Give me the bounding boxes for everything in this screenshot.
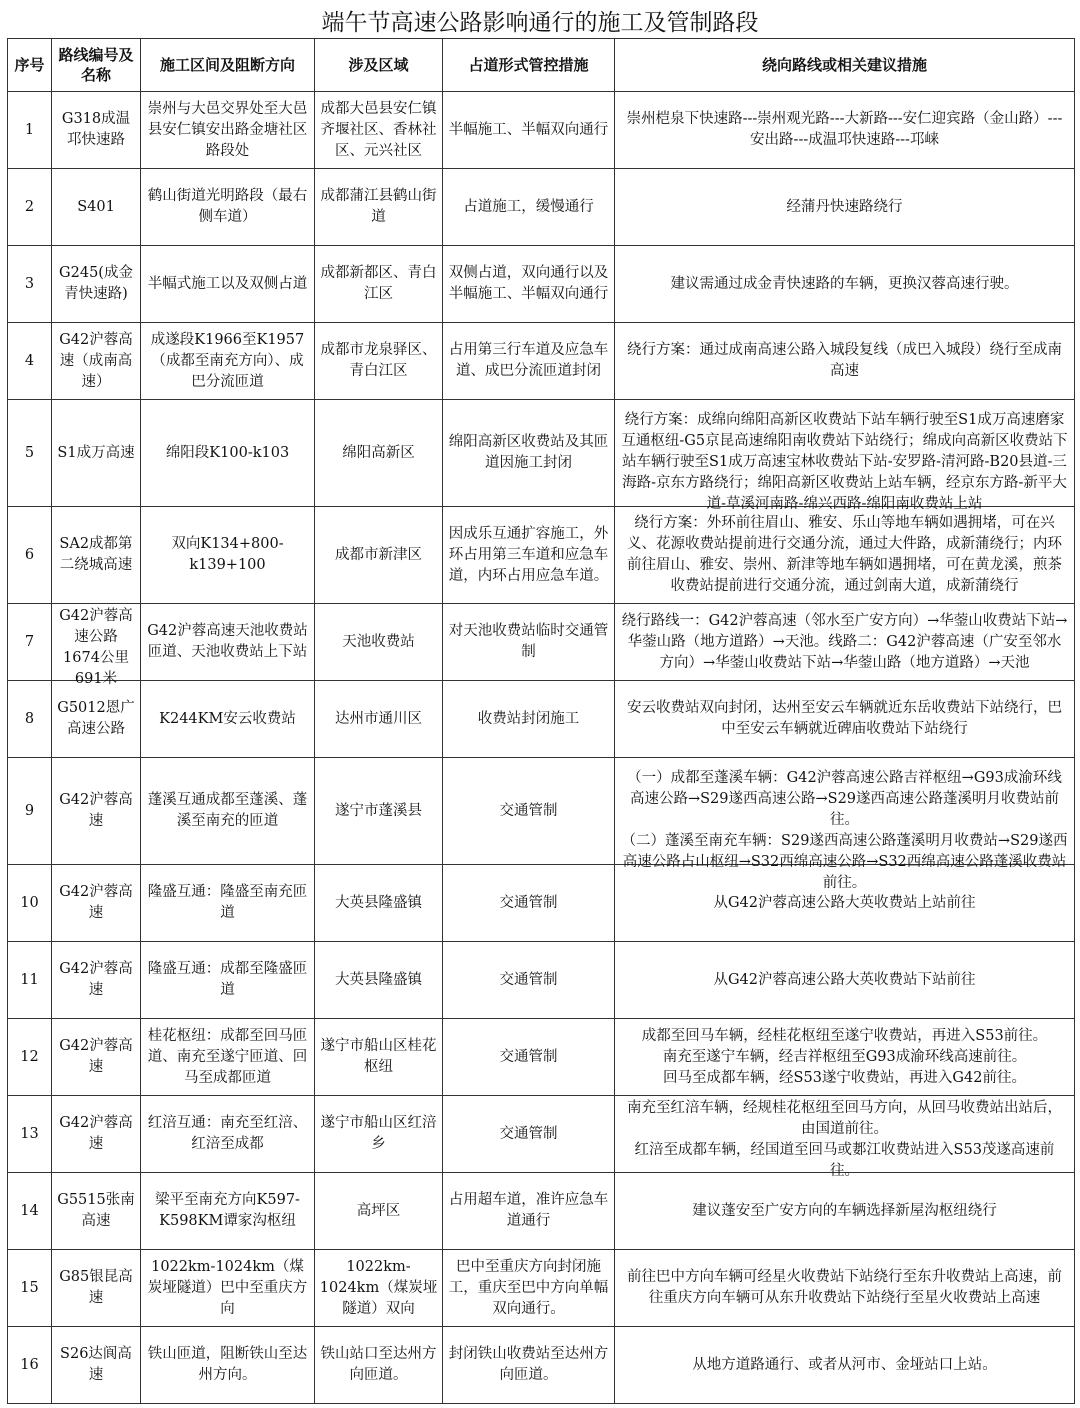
construction-section-cell <box>141 169 315 246</box>
route-name-cell <box>52 1019 141 1096</box>
construction-section: 桂花枢纽：成都至回马匝道、南充至遂宁匝道、回马至成都匝道 <box>147 1027 308 1086</box>
affected-area: 高坪区 <box>356 1202 401 1219</box>
route-name-cell <box>52 1096 141 1173</box>
detour-line: 南充至红涪车辆，经规桂花枢纽至回马方向，从回马收费站出站后，由国道前往。 <box>627 1100 1062 1137</box>
table-row <box>8 1096 1075 1173</box>
route-name: S401 <box>77 198 115 215</box>
row-number: 5 <box>24 444 35 461</box>
detour-cell <box>615 1327 1075 1404</box>
control-measure: 绵阳高新区收费站及其匝道因施工封闭 <box>448 434 609 471</box>
construction-section-cell <box>141 1327 315 1404</box>
table-row <box>8 323 1075 400</box>
row-number-cell <box>8 400 52 507</box>
construction-section: 成遂段K1966至K1957（成都至南充方向）、成巴分流匝道 <box>150 331 305 390</box>
construction-section-cell <box>141 92 315 169</box>
detour-cell <box>615 1019 1075 1096</box>
detour-advice <box>619 1355 1070 1376</box>
route-name-cell <box>52 942 141 1019</box>
construction-section: 1022km-1024km（煤炭垭隧道）巴中至重庆方向 <box>147 1258 308 1317</box>
construction-section: 双向K134+800-k139+100 <box>171 536 284 573</box>
row-number: 7 <box>24 633 35 650</box>
table-row <box>8 1250 1075 1327</box>
table-row <box>8 92 1075 169</box>
row-number-cell <box>8 758 52 865</box>
row-number-cell <box>8 1327 52 1404</box>
affected-area-cell <box>315 507 443 604</box>
detour-advice <box>619 197 1070 218</box>
detour-advice <box>619 698 1070 740</box>
control-measure: 双侧占道，双向通行以及半幅施工、半幅双向通行 <box>448 265 609 302</box>
route-name-cell <box>52 865 141 942</box>
construction-section: 崇州与大邑交界处至大邑县安仁镇安出路金塘社区路段处 <box>147 100 308 159</box>
table-row <box>8 507 1075 604</box>
detour-line: （一）成都至蓬溪车辆：G42沪蓉高速公路吉祥枢纽→G93成渝环线高速公路→S29遂西高速公路→S29遂西高速公路蓬溪明月收费站前往。 <box>627 770 1062 828</box>
construction-section-cell <box>141 942 315 1019</box>
detour-advice <box>619 1201 1070 1222</box>
detour-cell <box>615 942 1075 1019</box>
affected-area: 铁山站口至达州方向匝道。 <box>320 1346 437 1383</box>
row-number: 15 <box>20 1279 39 1296</box>
control-measure: 交通管制 <box>499 802 558 819</box>
construction-section: 梁平至南充方向K597-K598KM谭家沟枢纽 <box>155 1192 300 1229</box>
detour-advice <box>619 410 1070 512</box>
affected-area: 1022km-1024km（煤炭垭隧道）双向 <box>319 1258 438 1317</box>
detour-cell <box>615 1250 1075 1327</box>
detour-line: 回马至成都车辆，经S53遂宁收费站，再进入G42前往。 <box>663 1069 1026 1086</box>
construction-section-cell <box>141 758 315 865</box>
construction-section-cell <box>141 1019 315 1096</box>
detour-cell <box>615 758 1075 891</box>
affected-area: 成都市龙泉驿区、青白江区 <box>320 342 437 379</box>
affected-area: 遂宁市蓬溪县 <box>335 802 422 819</box>
detour-cell <box>615 92 1075 169</box>
route-name-cell <box>52 1327 141 1404</box>
table-row <box>8 681 1075 758</box>
row-number: 2 <box>24 198 35 215</box>
row-number: 8 <box>24 710 35 727</box>
detour-line: （二）蓬溪至南充车辆：S29遂西高速公路蓬溪明月收费站→S29遂西高速公路占山枢纽→S32西绵高速公路→S32西绵高速公路蓬溪收费站前往。 <box>621 833 1068 891</box>
detour-advice <box>619 1098 1070 1179</box>
detour-advice <box>619 893 1070 914</box>
route-name: S1成万高速 <box>57 444 135 461</box>
affected-area: 遂宁市船山区桂花枢纽 <box>320 1038 437 1075</box>
row-number: 6 <box>24 546 35 563</box>
row-number-cell <box>8 507 52 604</box>
control-measure: 半幅施工、半幅双向通行 <box>448 121 609 138</box>
affected-area: 绵阳高新区 <box>342 444 415 461</box>
row-number-cell <box>8 1250 52 1327</box>
affected-area-cell <box>315 1096 443 1173</box>
row-number: 4 <box>24 352 35 369</box>
route-name: G5012恩广高速公路 <box>57 700 135 737</box>
route-name-cell <box>52 323 141 400</box>
row-number-cell <box>8 1019 52 1096</box>
control-measure: 占用超车道，准许应急车道通行 <box>448 1192 609 1229</box>
route-name-cell <box>52 169 141 246</box>
table-row <box>8 1173 1075 1250</box>
control-measure: 交通管制 <box>499 894 558 911</box>
control-measure-cell <box>443 942 615 1019</box>
row-number: 3 <box>24 275 35 292</box>
route-name-cell <box>52 246 141 323</box>
construction-section-cell <box>141 1250 315 1327</box>
detour-cell <box>615 323 1075 400</box>
affected-area-cell <box>315 92 443 169</box>
affected-area: 达州市通川区 <box>335 710 422 727</box>
control-measure: 交通管制 <box>499 971 558 988</box>
affected-area: 成都新都区、青白江区 <box>320 265 437 302</box>
detour-advice <box>619 768 1070 891</box>
control-measure-cell <box>443 681 615 758</box>
route-name-cell <box>52 1250 141 1327</box>
detour-advice <box>619 274 1070 295</box>
route-name: G42沪蓉高速公路1674公里691米 <box>59 608 133 687</box>
construction-section: 绵阳段K100-k103 <box>165 444 290 461</box>
row-number-cell <box>8 246 52 323</box>
detour-cell <box>615 1096 1075 1179</box>
detour-line: 前往巴中方向车辆可经星火收费站下站绕行至东升收费站上高速，前往重庆方向车辆可从东升收费站下站绕行至星火收费站上高速 <box>627 1269 1062 1306</box>
table-row <box>8 169 1075 246</box>
route-name: S26达阆高速 <box>60 1346 132 1383</box>
row-number-cell <box>8 1096 52 1173</box>
detour-line: 建议需通过成金青快速路的车辆，更换汉蓉高速行驶。 <box>670 275 1019 292</box>
row-number-cell <box>8 92 52 169</box>
row-number: 10 <box>20 894 39 911</box>
construction-section: 铁山匝道，阻断铁山至达州方向。 <box>147 1346 308 1383</box>
detour-line: 从G42沪蓉高速公路大英收费站下站前往 <box>713 971 976 988</box>
detour-line: 绕行方案：外环前往眉山、雅安、乐山等地车辆如遇拥堵，可在兴义、花源收费站提前进行交通分流，通过大件路，成新蒲绕行；内环前往眉山、雅安、崇州、新津等地车辆如遇拥堵，可在黄龙溪，煎茶收费站提前进行交通分流，通过剑南大道，成新蒲绕行 <box>627 515 1062 594</box>
construction-section-cell <box>141 681 315 758</box>
affected-area-cell <box>315 1019 443 1096</box>
detour-line: 从地方道路通行、或者从河市、金垭站口上站。 <box>692 1356 997 1373</box>
table-row <box>8 942 1075 1019</box>
page-title: 端午节高速公路影响通行的施工及管制路段 <box>321 10 759 36</box>
affected-area: 遂宁市船山区红涪乡 <box>320 1115 437 1152</box>
detour-advice <box>619 340 1070 382</box>
table-row <box>8 246 1075 323</box>
route-name: G318成温邛快速路 <box>61 111 131 148</box>
construction-section-cell <box>141 246 315 323</box>
control-measure-cell <box>443 323 615 400</box>
table-row <box>8 865 1075 942</box>
control-measure: 占用第三行车道及应急车道、成巴分流匝道封闭 <box>448 342 609 379</box>
affected-area-cell <box>315 246 443 323</box>
detour-line: 从G42沪蓉高速公路大英收费站上站前往 <box>713 894 976 911</box>
header-no: 序号 <box>8 39 52 92</box>
control-measure: 封闭铁山收费站至达州方向匝道。 <box>448 1346 609 1383</box>
route-name-cell <box>52 92 141 169</box>
construction-section: K244KM安云收费站 <box>159 710 296 727</box>
affected-area-cell <box>315 604 443 681</box>
detour-line: 安云收费站双向封闭，达州至安云车辆就近东岳收费站下站绕行，巴中至安云车辆就近碑庙收费站下站绕行 <box>627 700 1062 737</box>
affected-area-cell <box>315 1250 443 1327</box>
construction-section-cell <box>141 400 315 507</box>
detour-line: 成都至回马车辆，经桂花枢纽至遂宁收费站，再进入S53前往。 <box>641 1027 1048 1044</box>
detour-cell <box>615 169 1075 246</box>
route-name-cell <box>52 758 141 865</box>
closure-table <box>7 38 1075 1404</box>
header-area: 涉及区域 <box>315 39 443 92</box>
affected-area-cell <box>315 1173 443 1250</box>
detour-line: 红涪至成都车辆，经国道至回马或郪江收费站进入S53茂遂高速前往。 <box>634 1142 1055 1179</box>
row-number-cell <box>8 604 52 681</box>
control-measure: 交通管制 <box>499 1048 558 1065</box>
table-row <box>8 758 1075 865</box>
row-number: 12 <box>20 1048 39 1065</box>
route-name-cell <box>52 604 141 687</box>
control-measure-cell <box>443 1250 615 1327</box>
detour-cell <box>615 681 1075 758</box>
detour-advice <box>619 513 1070 597</box>
route-name-cell <box>52 507 141 604</box>
affected-area-cell <box>315 400 443 507</box>
row-number: 14 <box>20 1202 39 1219</box>
control-measure-cell <box>443 1327 615 1404</box>
affected-area: 成都大邑县安仁镇齐堰社区、香林社区、元兴社区 <box>320 100 437 159</box>
row-number-cell <box>8 169 52 246</box>
control-measure: 对天池收费站临时交通管制 <box>448 623 609 660</box>
detour-advice <box>619 611 1070 674</box>
control-measure-cell <box>443 169 615 246</box>
route-name: G42沪蓉高速 <box>59 1115 133 1152</box>
detour-cell <box>615 1173 1075 1250</box>
detour-line: 崇州桤泉下快速路---崇州观光路---大新路---安仁迎宾路（金山路）---安出路---成温邛快速路---邛崃 <box>626 111 1063 148</box>
control-measure-cell <box>443 758 615 865</box>
table-row <box>8 1019 1075 1096</box>
control-measure-cell <box>443 92 615 169</box>
control-measure-cell <box>443 246 615 323</box>
control-measure: 因成乐互通扩容施工，外环占用第三车道和应急车道，内环占用应急车道。 <box>448 525 609 584</box>
construction-section: 隆盛互通：隆盛至南充匝道 <box>147 884 308 921</box>
route-name: G85银昆高速 <box>59 1269 133 1306</box>
affected-area-cell <box>315 1327 443 1404</box>
table-row <box>8 400 1075 507</box>
control-measure: 收费站封闭施工 <box>477 710 580 727</box>
construction-section: 红涪互通：南充至红涪、红涪至成都 <box>147 1115 308 1152</box>
control-measure-cell <box>443 400 615 507</box>
control-measure: 交通管制 <box>499 1125 558 1142</box>
construction-section-cell <box>141 1173 315 1250</box>
detour-line: 南充至遂宁车辆，经吉祥枢纽至G93成渝环线高速前往。 <box>662 1048 1027 1065</box>
route-name: G42沪蓉高速（成南高速） <box>59 331 133 390</box>
table-row <box>8 604 1075 681</box>
control-measure-cell <box>443 604 615 681</box>
affected-area: 大英县隆盛镇 <box>335 894 422 911</box>
row-number: 9 <box>24 802 35 819</box>
affected-area-cell <box>315 942 443 1019</box>
affected-area: 成都蒲江县鹤山街道 <box>320 188 437 225</box>
control-measure-cell <box>443 1019 615 1096</box>
construction-section: G42沪蓉高速天池收费站匝道、天池收费站上下站 <box>147 623 308 660</box>
route-name-cell <box>52 681 141 758</box>
detour-line: 绕行方案：通过成南高速公路入城段复线（成巴入城段）绕行至成南高速 <box>627 342 1062 379</box>
detour-advice <box>619 109 1070 151</box>
table-row <box>8 1327 1075 1404</box>
detour-cell <box>615 246 1075 323</box>
detour-advice <box>619 1267 1070 1309</box>
affected-area: 大英县隆盛镇 <box>335 971 422 988</box>
affected-area-cell <box>315 323 443 400</box>
header-detour: 绕向路线或相关建议措施 <box>615 39 1075 92</box>
row-number-cell <box>8 865 52 942</box>
construction-section-cell <box>141 865 315 942</box>
control-measure: 占道施工，缓慢通行 <box>463 198 594 215</box>
route-name: G5515张南高速 <box>57 1192 135 1229</box>
row-number-cell <box>8 323 52 400</box>
construction-section: 蓬溪互通成都至蓬溪、蓬溪至南充的匝道 <box>147 792 308 829</box>
construction-section: 鹤山街道光明路段（最右侧车道） <box>147 188 308 225</box>
affected-area-cell <box>315 758 443 865</box>
affected-area: 成都市新津区 <box>335 546 422 563</box>
route-name: G42沪蓉高速 <box>59 884 133 921</box>
detour-line: 绕行方案：成绵向绵阳高新区收费站下站车辆行驶至S1成万高速磨家互通枢纽-G5京昆高速绵阳南收费站下站绕行；绵成向高新区收费站下站车辆行驶至S1成万高速宝林收费站下站-安罗路-清河路-B20县道-三海路-京东方路绕行；绵阳高新区收费站上站车辆，经京东方路-新平大道-草溪河南路-绵兴西路-绵阳南收费站上站 <box>621 412 1068 512</box>
control-measure: 巴中至重庆方向封闭施工，重庆至巴中方向单幅双向通行。 <box>448 1258 609 1317</box>
route-name: G245(成金青快速路) <box>59 265 133 302</box>
row-number-cell <box>8 681 52 758</box>
construction-section-cell <box>141 1096 315 1173</box>
detour-advice <box>619 970 1070 991</box>
detour-advice <box>619 1026 1070 1089</box>
control-measure-cell <box>443 1173 615 1250</box>
route-name-cell <box>52 400 141 507</box>
route-name: G42沪蓉高速 <box>59 792 133 829</box>
detour-cell <box>615 507 1075 604</box>
affected-area: 天池收费站 <box>342 633 415 650</box>
header-section: 施工区间及阻断方向 <box>141 39 315 92</box>
control-measure-cell <box>443 507 615 604</box>
row-number-cell <box>8 942 52 1019</box>
affected-area-cell <box>315 865 443 942</box>
affected-area-cell <box>315 169 443 246</box>
row-number: 13 <box>20 1125 39 1142</box>
table-header-row <box>8 39 1075 92</box>
row-number-cell <box>8 1173 52 1250</box>
row-number: 11 <box>20 971 39 988</box>
construction-section-cell <box>141 507 315 604</box>
detour-line: 绕行路线一：G42沪蓉高速（邻水至广安方向）→华蓥山收费站下站→华蓥山路（地方道路）→天池。线路二：G42沪蓉高速（广安至邻水方向）→华蓥山收费站下站→华蓥山路（地方道路）→天池 <box>621 612 1068 671</box>
row-number: 1 <box>24 121 35 138</box>
detour-line: 建议蓬安至广安方向的车辆选择新屋沟枢纽绕行 <box>692 1202 997 1219</box>
detour-cell <box>615 604 1075 681</box>
row-number: 16 <box>20 1356 39 1373</box>
affected-area-cell <box>315 681 443 758</box>
construction-section: 隆盛互通：成都至隆盛匝道 <box>147 961 308 998</box>
control-measure-cell <box>443 865 615 942</box>
construction-section-cell <box>141 323 315 400</box>
route-name: SA2成都第二绕城高速 <box>59 536 133 573</box>
route-name: G42沪蓉高速 <box>59 961 133 998</box>
route-name: G42沪蓉高速 <box>59 1038 133 1075</box>
detour-line: 经蒲丹快速路绕行 <box>786 198 903 215</box>
route-name-cell <box>52 1173 141 1250</box>
construction-section: 半幅式施工以及双侧占道 <box>147 275 308 292</box>
detour-cell <box>615 400 1075 512</box>
header-route: 路线编号及名称 <box>52 39 141 92</box>
header-control: 占道形式管控措施 <box>443 39 615 92</box>
control-measure-cell <box>443 1096 615 1173</box>
construction-section-cell <box>141 604 315 681</box>
